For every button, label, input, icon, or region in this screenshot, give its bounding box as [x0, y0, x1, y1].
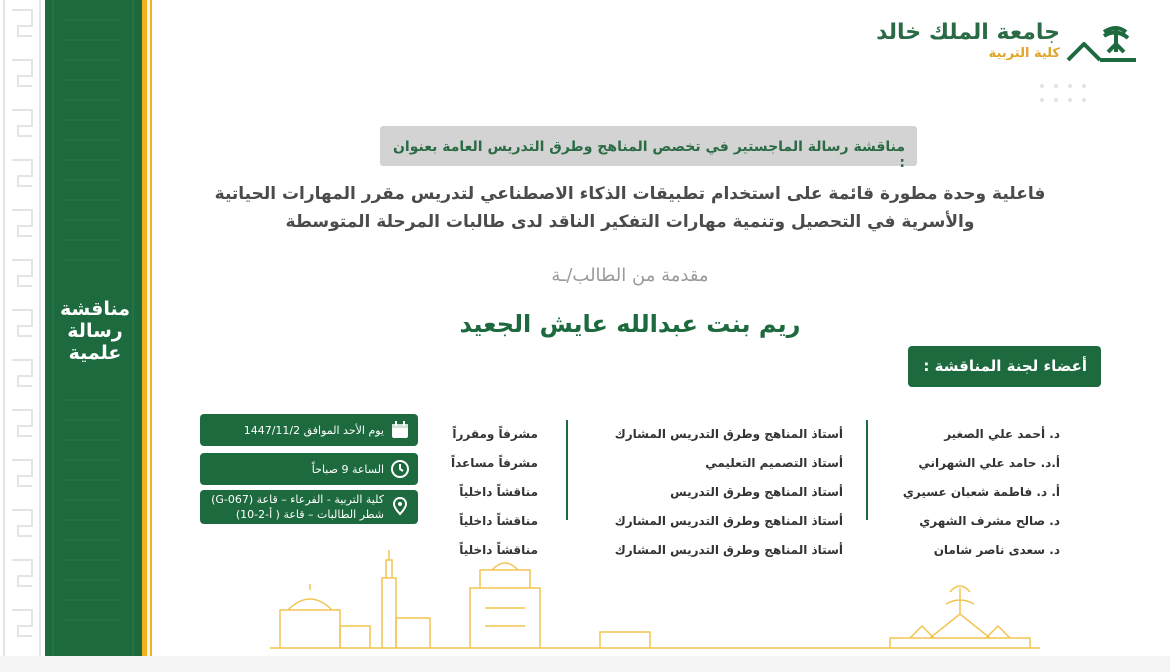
member-role: مناقشاً داخلياً: [459, 543, 538, 557]
thesis-title: [190, 180, 1070, 236]
geometric-pattern-icon: [0, 0, 45, 672]
thesis-title-line: والأسرية في التحصيل وتنمية مهارات التفكير الناقد لدى طالبات المرحلة المتوسطة: [285, 212, 975, 232]
sidebar-vertical-title: [52, 298, 138, 364]
calendar-icon: [390, 420, 410, 440]
clock-icon: [390, 459, 410, 479]
location-box: [200, 490, 418, 524]
date-box: [200, 414, 418, 446]
event-time: الساعة 9 صباحاً: [311, 463, 384, 476]
column-divider: [566, 420, 568, 520]
member-title: أستاذ المناهج وطرق التدريس المشارك: [614, 427, 843, 441]
gold-stripe: [142, 0, 147, 656]
member-title: أستاذ المناهج وطرق التدريس المشارك: [614, 543, 843, 557]
member-name: د. سعدى ناصر شامان: [933, 543, 1060, 557]
heritage-skyline-icon: [270, 548, 1040, 656]
member-role: مناقشاً داخلياً: [459, 485, 538, 499]
member-name: د. أحمد علي الصغير: [944, 427, 1060, 441]
decorative-dots-icon: [1038, 82, 1098, 112]
member-title: أستاذ المناهج وطرق التدريس المشارك: [614, 514, 843, 528]
member-role: مشرفاً ومقرراً: [452, 427, 538, 441]
member-name: أ.د. حامد علي الشهراني: [918, 456, 1060, 470]
member-name: د. صالح مشرف الشهري: [919, 514, 1060, 528]
sidebar-title-line: علمية: [68, 342, 122, 364]
member-role: مناقشاً داخلياً: [459, 514, 538, 528]
palm-logo-icon: [1064, 22, 1144, 66]
university-name: جامعة الملك خالد: [876, 20, 1060, 45]
member-title: أستاذ المناهج وطرق التدريس: [670, 485, 843, 499]
member-name: أ. د. فاطمة شعبان عسيري: [902, 485, 1060, 499]
committee-titles-column: [593, 420, 843, 565]
member-title: أستاذ التصميم التعليمي: [705, 456, 843, 470]
sidebar-title-line: رسالة: [67, 320, 123, 342]
committee-roles-column: [428, 420, 538, 565]
presenter-label: مقدمة من الطالب/ـة: [551, 265, 709, 286]
left-pattern-strip: [0, 0, 45, 672]
location-line: شطر الطالبات – قاعة ( أ-2-10): [235, 508, 384, 521]
column-divider: [866, 420, 868, 520]
sidebar-title-line: مناقشة: [60, 298, 130, 320]
thesis-title-line: فاعلية وحدة مطورة قائمة على استخدام تطبيقات الذكاء الاصطناعي لتدريس مقرر المهارات الحياتية: [214, 184, 1046, 204]
subject-banner: مناقشة رسالة الماجستير في تخصص المناهج وطرق التدريس العامة بعنوان :: [380, 126, 917, 166]
event-location: [206, 492, 384, 522]
college-name: كلية التربية: [988, 46, 1060, 61]
committee-heading: أعضاء لجنة المناقشة :: [908, 346, 1101, 387]
time-box: [200, 453, 418, 485]
member-role: مشرفاً مساعداً: [450, 456, 538, 470]
location-pin-icon: [390, 497, 410, 517]
committee-names-column: [820, 420, 1060, 565]
bottom-bar: [0, 656, 1170, 672]
student-name: ريم بنت عبدالله عايش الجعيد: [459, 310, 801, 338]
event-date: يوم الأحد الموافق 1447/11/2: [243, 424, 384, 437]
location-line: كلية التربية - الفرعاء – قاعة (G-067): [211, 493, 384, 506]
